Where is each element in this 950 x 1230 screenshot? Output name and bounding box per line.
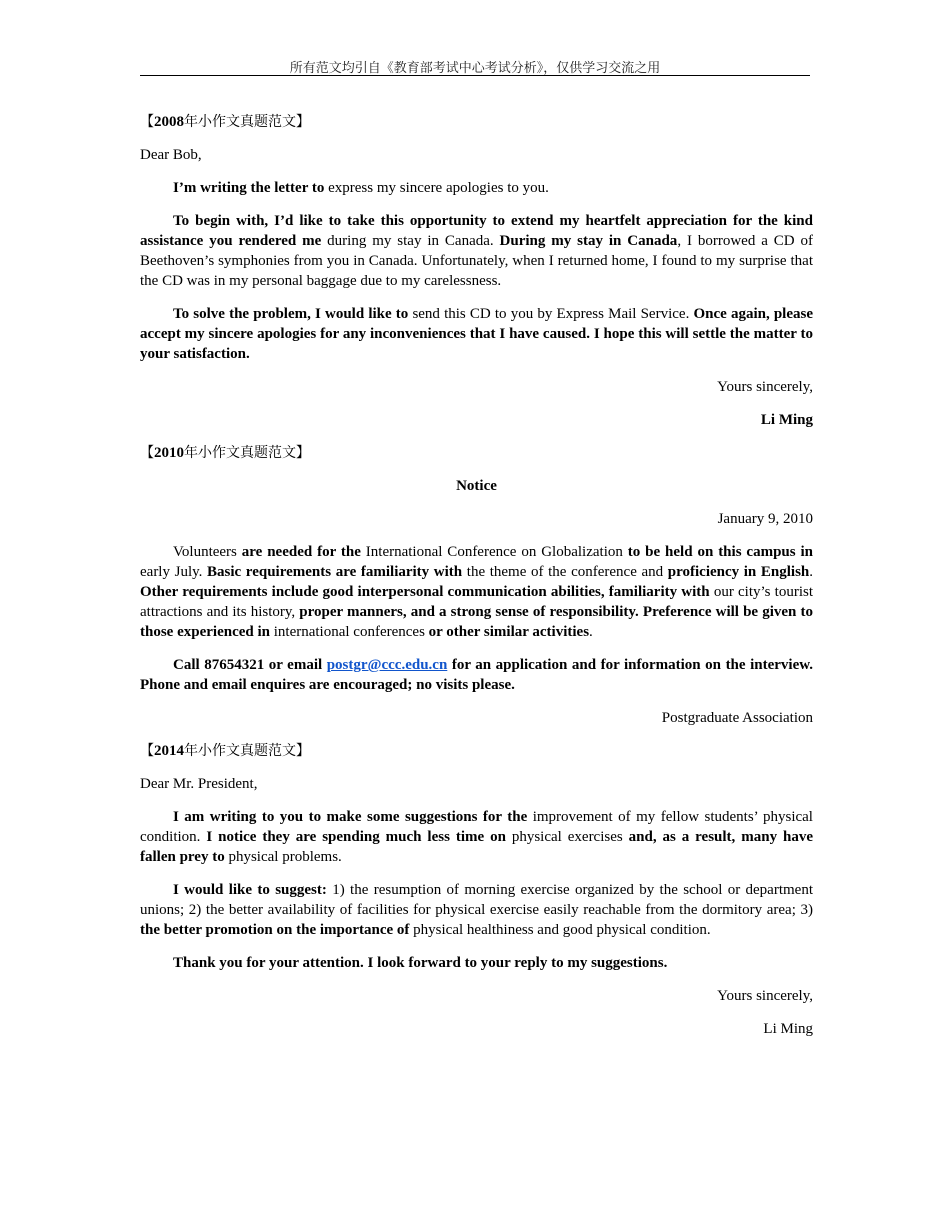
text-run: International Conference on Globalization bbox=[360, 544, 628, 560]
notice-date: January 9, 2010 bbox=[717, 511, 813, 527]
email-link[interactable]: postgr@ccc.edu.cn bbox=[326, 657, 448, 673]
text-run: . bbox=[589, 624, 593, 640]
text-run: send this CD to you by Express Mail Service. bbox=[408, 306, 694, 322]
text-run: 1) the resumption of morning exercise organized by the school or department unions; 2) the better availability of facilities for physical exercise easily reachable from the dormitory area; 3) bbox=[140, 882, 813, 918]
bold-text-run: During my stay in Canada bbox=[499, 233, 678, 249]
title-bracket: 【 bbox=[140, 445, 154, 461]
text-run: express my sincere apologies to you. bbox=[324, 180, 549, 196]
paragraph bbox=[140, 304, 813, 364]
paragraph bbox=[140, 655, 813, 695]
bold-text-run: Once again, please accept my sincere apologies for any inconveniences that I have caused. I hope this will settle the matter to your satisfaction. bbox=[140, 306, 814, 362]
title-year: 2014 bbox=[154, 743, 184, 759]
header-rule bbox=[140, 75, 810, 76]
call-text: Call 87654321 or email bbox=[173, 657, 327, 673]
paragraph bbox=[140, 178, 813, 198]
title-bracket: 【 bbox=[140, 743, 154, 759]
call-text-rest: for an application and for information on the interview. Phone and email enquires are encouraged; no visits please. bbox=[140, 657, 813, 693]
title-text: 年小作文真题范文】 bbox=[184, 743, 310, 759]
text-run: our city’s tourist attractions and its history, bbox=[140, 584, 813, 620]
notice-title: Notice bbox=[456, 478, 497, 494]
section-title-2014 bbox=[140, 741, 813, 761]
closing: Yours sincerely, bbox=[717, 379, 813, 395]
bold-text-run: to be held on this campus in bbox=[627, 544, 814, 560]
title-year: 2008 bbox=[154, 114, 184, 130]
bold-text-run: are needed for the bbox=[241, 544, 361, 560]
bold-text-run: Basic requirements are familiarity with bbox=[207, 564, 463, 580]
title-year: 2010 bbox=[154, 445, 184, 461]
text-run: international conferences bbox=[269, 624, 429, 640]
bold-text-run: proficiency in English bbox=[667, 564, 810, 580]
bold-text-run: I notice they are spending much less time on bbox=[206, 829, 506, 845]
text-run: . bbox=[809, 564, 814, 580]
bold-text-run: the better promotion on the importance of bbox=[140, 922, 410, 938]
text-run: Volunteers bbox=[173, 544, 242, 560]
title-text: 年小作文真题范文】 bbox=[184, 114, 310, 130]
section-title-2008 bbox=[140, 112, 813, 132]
text-run: improvement of my fellow students’ physical condition. bbox=[140, 809, 813, 845]
bold-text-run: or other similar activities bbox=[428, 624, 590, 640]
text-run: early July. bbox=[140, 564, 208, 580]
salutation: Dear Mr. President, bbox=[140, 776, 258, 792]
paragraph bbox=[140, 542, 813, 642]
paragraph bbox=[140, 211, 813, 291]
text-run: , I borrowed a CD of Beethoven’s symphonies from you in Canada. Unfortunately, when I returned home, I found to my surprise that the CD was in my personal baggage due to my carelessness. bbox=[140, 233, 813, 289]
salutation: Dear Bob, bbox=[140, 147, 202, 163]
text-run: physical exercises bbox=[505, 829, 629, 845]
title-text: 年小作文真题范文】 bbox=[184, 445, 310, 461]
title-bracket: 【 bbox=[140, 114, 154, 130]
bold-text-run: To solve the problem, I would like to bbox=[173, 306, 409, 322]
text-run: the theme of the conference and bbox=[462, 564, 668, 580]
bold-text-run: I would like to suggest: bbox=[173, 882, 327, 898]
closing: Yours sincerely, bbox=[717, 988, 813, 1004]
page-header: 所有范文均引自《教育部考试中心考试分析》，仅供学习交流之用 bbox=[289, 61, 661, 76]
paragraph bbox=[140, 807, 813, 867]
bold-text-run: Other requirements include good interpersonal communication abilities, familiarity with bbox=[140, 584, 710, 600]
notice-signoff: Postgraduate Association bbox=[661, 710, 813, 726]
bold-text-run: and, as a result, many have fallen prey to bbox=[140, 829, 813, 865]
text-run: physical healthiness and good physical condition. bbox=[409, 922, 711, 938]
bold-text-run: proper manners, and a strong sense of responsibility. Preference will be given to those experienced in bbox=[140, 604, 814, 640]
text-run: physical problems. bbox=[224, 849, 342, 865]
section-title-2010 bbox=[140, 443, 813, 463]
bold-text-run: I’m writing the letter to bbox=[173, 180, 325, 196]
bold-text-run: I am writing to you to make some suggestions for the bbox=[173, 809, 528, 825]
paragraph bbox=[140, 880, 813, 940]
document-body bbox=[140, 112, 813, 1052]
signature: Li Ming bbox=[760, 412, 813, 428]
signature: Li Ming bbox=[763, 1021, 813, 1037]
paragraph bbox=[140, 953, 813, 973]
bold-text-run: To begin with, I’d like to take this opportunity to extend my heartfelt appreciation for the kind assistance you rendered me bbox=[140, 213, 813, 249]
text-run: during my stay in Canada. bbox=[321, 233, 500, 249]
bold-text-run: Thank you for your attention. I look forward to your reply to my suggestions. bbox=[173, 955, 668, 971]
